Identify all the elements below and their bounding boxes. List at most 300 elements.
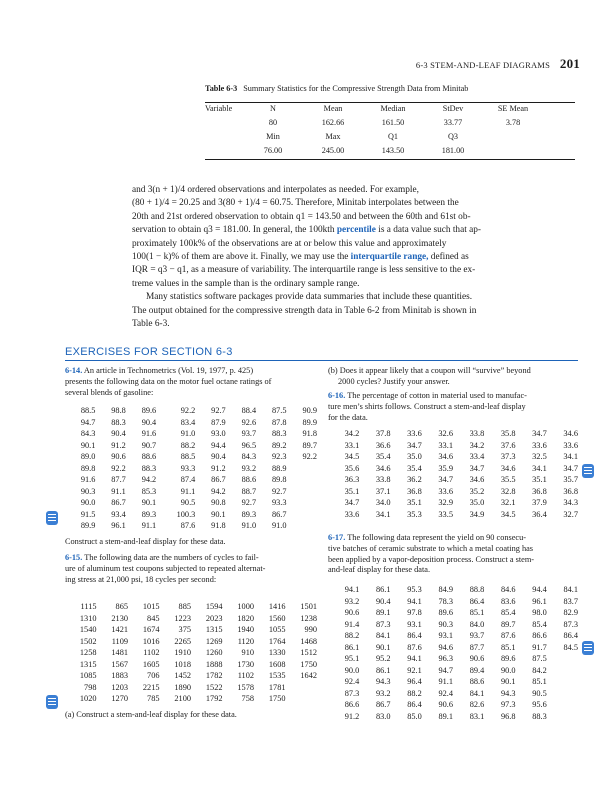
- table-cell: 1750: [300, 659, 317, 669]
- note-marker-icon[interactable]: [582, 464, 594, 478]
- note-marker-icon[interactable]: [46, 695, 58, 709]
- table-cell: 910: [241, 648, 254, 658]
- table-cell: 2130: [111, 613, 128, 623]
- table-cell: 86.4: [407, 700, 422, 710]
- table-row: [205, 117, 575, 131]
- table-cell: 34.6: [375, 463, 391, 473]
- exercise-number: 6-15.: [65, 553, 83, 562]
- table-cell: 86.7: [211, 475, 226, 485]
- table-cell: 245.00: [321, 146, 345, 155]
- table-cell: 86.7: [271, 509, 287, 519]
- table-cell: 90.1: [141, 498, 157, 508]
- table-cell: [287, 474, 317, 486]
- table-cell: 86.6: [344, 700, 360, 710]
- table-cell: 93.7: [241, 429, 257, 439]
- text-line: [65, 366, 317, 377]
- table-row: [65, 601, 317, 613]
- table-cell: 85.3: [141, 486, 157, 496]
- table-row: [65, 682, 317, 694]
- text-line: Table 6-3.: [132, 319, 170, 330]
- table-cell: 76.00: [263, 146, 283, 155]
- table-cell: 34.5: [500, 509, 516, 519]
- text-line: been applied by a vapor-deposition process. Construct a stem-: [328, 554, 535, 564]
- note-marker-icon[interactable]: [46, 511, 58, 525]
- table-cell: 1223: [174, 613, 191, 623]
- table-cell: 162.66: [321, 118, 345, 127]
- table-cell: 85.1: [500, 642, 516, 652]
- table-cell: 87.7: [469, 642, 485, 652]
- text-line: ure of aluminum test coupons subjected to repeated alternat-: [65, 563, 266, 573]
- text-line: ture men’s shirts follows. Construct a stem-and-leaf display: [328, 401, 526, 411]
- table-cell: 89.8: [271, 475, 287, 485]
- text-line: proximately 100k% of the observations are at or below this value and approximately: [132, 238, 447, 249]
- table-cell: 90.1: [80, 440, 96, 450]
- table-cell: 88.3: [141, 463, 157, 473]
- table-cell: 34.3: [563, 498, 578, 508]
- table-cell: 83.4: [180, 417, 196, 427]
- table-cell: 34.1: [375, 509, 391, 519]
- table-row: [328, 688, 578, 700]
- table-cell: 1102: [143, 648, 160, 658]
- table-cell: 94.2: [141, 475, 157, 485]
- table-cell: 92.7: [241, 498, 257, 508]
- table-cell: 1468: [300, 636, 317, 646]
- table-cell: [547, 665, 578, 677]
- table-cell: [547, 688, 578, 700]
- table-cell: 1792: [205, 694, 223, 704]
- table-cell: 89.6: [438, 608, 453, 618]
- table-cell: N: [270, 104, 276, 113]
- table-cell: 86.1: [375, 665, 391, 675]
- table-cell: 35.8: [500, 429, 516, 439]
- table-row: [65, 624, 317, 636]
- table-cell: 34.7: [563, 463, 578, 473]
- table-cell: 91.6: [80, 475, 96, 485]
- table-cell: Q1: [387, 132, 398, 141]
- table-cell: 33.6: [344, 509, 360, 519]
- table-cell: 90.4: [375, 596, 391, 606]
- table-cell: 89.9: [302, 417, 317, 427]
- table-cell: 100.3: [176, 509, 196, 519]
- table-cell: 84.2: [532, 665, 547, 675]
- table-cell: 97.3: [500, 700, 516, 710]
- table-cell: 92.2: [302, 452, 317, 462]
- table-cell: 33.1: [344, 440, 360, 450]
- table-cell: 90.4: [141, 417, 157, 427]
- table-cell: 84.1: [375, 631, 391, 641]
- table-cell: 91.1: [141, 521, 157, 531]
- table-cell: 94.3: [375, 677, 391, 687]
- table-cell: 35.7: [563, 475, 578, 485]
- text-line: Many statistics software packages provide data summaries that include these quantities.: [146, 292, 473, 303]
- table-cell: 86.4: [407, 631, 422, 641]
- table-cell: 34.1: [563, 452, 578, 462]
- table-caption: [205, 84, 468, 93]
- table-cell: 84.5: [563, 642, 578, 652]
- table-cell: 93.3: [271, 498, 287, 508]
- text-span: An article in Technometrics (Vol. 19, 1977, p. 425): [83, 366, 254, 375]
- table-cell: 87.6: [407, 642, 422, 652]
- table-row: [65, 670, 317, 682]
- table-cell: 90.5: [180, 498, 196, 508]
- table-cell: 90.6: [111, 452, 126, 462]
- table-cell: 91.2: [344, 711, 360, 721]
- table-cell: 87.6: [500, 631, 516, 641]
- table-cell: 87.7: [111, 475, 126, 485]
- table-cell: 98.8: [111, 406, 126, 416]
- table-cell: 1940: [237, 625, 254, 635]
- table-cell: 89.1: [438, 711, 453, 721]
- table-row: [328, 699, 578, 711]
- table-cell: 90.1: [500, 677, 516, 687]
- table-cell: 94.1: [407, 596, 422, 606]
- table-cell: 87.8: [271, 417, 287, 427]
- table-cell: 35.6: [344, 463, 360, 473]
- table-cell: 93.1: [407, 619, 422, 629]
- text-line: 2000 cycles? Justify your answer.: [338, 376, 450, 386]
- table-cell: 2100: [174, 694, 191, 704]
- table-cell: 785: [147, 694, 160, 704]
- table-cell: [287, 486, 317, 498]
- table-row: [65, 417, 317, 429]
- text-line: IQR = q3 − q1, as a measure of variability. The interquartile range is less sensitive to the ex-: [132, 265, 476, 276]
- table-cell: Min: [266, 132, 280, 141]
- table-row: [65, 497, 317, 509]
- table-row: [65, 474, 317, 486]
- table-row: [65, 451, 317, 463]
- table-cell: 1258: [79, 648, 97, 658]
- table-cell: 90.4: [211, 452, 226, 462]
- table-cell: 34.2: [469, 440, 485, 450]
- table-cell: 758: [241, 694, 254, 704]
- table-cell: 37.6: [500, 440, 516, 450]
- table-cell: 1642: [300, 671, 317, 681]
- table-cell: 1085: [79, 671, 97, 681]
- table-cell: 89.6: [141, 406, 157, 416]
- table-cell: 1540: [79, 625, 97, 635]
- table-cell: 91.1: [438, 677, 453, 687]
- table-cell: 93.2: [375, 688, 391, 698]
- table-cell: 91.8: [211, 521, 226, 531]
- table-cell: 89.7: [500, 619, 516, 629]
- table-cell: 91.0: [241, 521, 257, 531]
- table-row: [65, 520, 317, 532]
- table-row: [328, 676, 578, 688]
- table-cell: 32.6: [438, 429, 453, 439]
- table-cell: 90.9: [302, 406, 317, 416]
- table-cell: 94.1: [344, 585, 360, 595]
- table-cell: 1238: [300, 613, 317, 623]
- table-cell: 1315: [79, 659, 97, 669]
- table-cell: Q3: [447, 132, 458, 141]
- page-number: 201: [559, 56, 580, 71]
- table-cell: 1501: [300, 602, 317, 612]
- table-cell: 143.50: [381, 146, 405, 155]
- table-cell: 1730: [237, 659, 254, 669]
- table-cell: 84.1: [469, 688, 485, 698]
- summary-table: [205, 102, 575, 160]
- table-cell: 93.1: [438, 631, 453, 641]
- table-row: [328, 584, 578, 596]
- table-cell: 34.0: [375, 498, 391, 508]
- table-cell: 89.4: [469, 665, 485, 675]
- text-line: for the data.: [328, 412, 368, 422]
- cotton-data-table: [328, 428, 578, 520]
- text-line: (80 + 1)/4 = 20.25 and 3(80 + 1)/4 = 60.75. Therefore, Minitab interpolates between the: [132, 198, 459, 209]
- table-row: [65, 647, 317, 659]
- table-cell: 96.4: [407, 677, 422, 687]
- table-cell: 1102: [237, 671, 254, 681]
- table-cell: 88.3: [271, 429, 287, 439]
- table-cell: 89.0: [80, 452, 96, 462]
- table-cell: [286, 682, 318, 694]
- table-cell: 35.1: [407, 498, 422, 508]
- yield-data-table: [328, 584, 578, 722]
- octane-data-table: [65, 405, 317, 532]
- table-cell: 94.6: [438, 642, 453, 652]
- table-cell: 98.0: [532, 608, 547, 618]
- table-cell: 87.5: [532, 654, 547, 664]
- table-cell: 1764: [268, 636, 286, 646]
- table-cell: 32.1: [500, 498, 516, 508]
- table-cell: 1910: [174, 648, 191, 658]
- table-cell: 36.8: [532, 486, 547, 496]
- table-cell: 1535: [268, 671, 286, 681]
- table-cell: 90.3: [80, 486, 96, 496]
- table-cell: 34.6: [469, 475, 485, 485]
- text-span: defined as: [428, 252, 469, 263]
- table-cell: 161.50: [381, 118, 405, 127]
- table-cell: 2215: [142, 682, 160, 692]
- table-cell: 89.1: [375, 608, 391, 618]
- table-cell: 92.2: [180, 406, 196, 416]
- table-cell: 93.2: [241, 463, 257, 473]
- table-cell: 1055: [268, 625, 286, 635]
- table-cell: 90.0: [344, 665, 360, 675]
- table-cell: 32.8: [500, 486, 516, 496]
- table-cell: 84.1: [563, 585, 578, 595]
- text-line: and-leaf display for these data.: [328, 565, 431, 575]
- table-row: [328, 463, 578, 475]
- table-header-row: [205, 103, 575, 117]
- table-header-row: [205, 131, 575, 145]
- table-cell: 78.3: [438, 596, 453, 606]
- text-line: and 3(n + 1)/4 ordered observations and interpolates as needed. For example,: [132, 185, 419, 195]
- table-cell: 90.1: [211, 509, 226, 519]
- table-cell: 86.7: [375, 700, 391, 710]
- table-cell: 1416: [268, 602, 286, 612]
- text-span: The percentage of cotton in material used to manufac-: [347, 391, 527, 400]
- table-row: [328, 474, 578, 486]
- table-cell: 91.2: [111, 440, 126, 450]
- table-cell: StDev: [442, 104, 464, 113]
- table-cell: 96.5: [241, 440, 257, 450]
- table-cell: 1522: [205, 682, 223, 692]
- table-cell: 87.3: [563, 619, 578, 629]
- table-row: [65, 659, 317, 671]
- table-cell: 34.1: [532, 463, 547, 473]
- table-cell: 35.1: [344, 486, 360, 496]
- table-cell: 1481: [111, 648, 128, 658]
- table-cell: 34.7: [532, 429, 547, 439]
- table-cell: 91.1: [111, 486, 126, 496]
- table-cell: 1888: [205, 659, 223, 669]
- table-cell: 37.1: [375, 486, 391, 496]
- table-cell: 1330: [268, 648, 286, 658]
- table-cell: 1890: [174, 682, 191, 692]
- body-paragraph-1: [132, 184, 578, 331]
- table-cell: 865: [115, 602, 128, 612]
- table-cell: 94.7: [438, 665, 453, 675]
- table-cell: [287, 463, 317, 475]
- table-cell: 1020: [79, 694, 97, 704]
- table-cell: 36.4: [532, 509, 547, 519]
- table-cell: 91.8: [302, 429, 317, 439]
- table-cell: 33.6: [438, 486, 453, 496]
- table-cell: [287, 497, 317, 509]
- table-cell: [287, 509, 317, 521]
- table-cell: 90.6: [438, 700, 453, 710]
- table-cell: 33.5: [438, 509, 453, 519]
- table-row: [328, 642, 578, 654]
- table-cell: 86.6: [532, 631, 547, 641]
- table-cell: 88.6: [141, 452, 157, 462]
- table-row: [65, 486, 317, 498]
- table-cell: 84.9: [438, 585, 453, 595]
- table-cell: 36.2: [407, 475, 422, 485]
- table-cell: 88.8: [469, 585, 485, 595]
- table-cell: 85.1: [469, 608, 485, 618]
- text-span: The following data are the numbers of cycles to fail-: [84, 553, 259, 562]
- term-interquartile-range: interquartile range,: [350, 252, 429, 263]
- table-cell: [547, 711, 578, 723]
- table-label: Table 6-3: [205, 84, 238, 93]
- table-cell: 1674: [142, 625, 160, 635]
- table-cell: 96.1: [532, 596, 547, 606]
- table-row: [328, 665, 578, 677]
- table-cell: 1315: [205, 625, 223, 635]
- table-cell: 37.9: [532, 498, 547, 508]
- table-cell: 1782: [205, 671, 223, 681]
- table-cell: Median: [380, 104, 406, 113]
- exercise-6-17: [328, 533, 578, 576]
- table-cell: 94.2: [211, 486, 226, 496]
- table-cell: 34.5: [344, 452, 360, 462]
- table-cell: 1567: [111, 659, 128, 669]
- exercise-number: 6-14.: [65, 366, 83, 375]
- table-row: [65, 636, 317, 648]
- table-cell: 88.3: [111, 417, 126, 427]
- table-cell: 36.8: [563, 486, 578, 496]
- table-cell: 88.3: [532, 711, 547, 721]
- table-row: [65, 440, 317, 452]
- table-cell: 90.0: [500, 665, 516, 675]
- table-cell: 88.9: [271, 463, 287, 473]
- note-marker-icon[interactable]: [582, 641, 594, 655]
- table-cell: [547, 699, 578, 711]
- table-cell: 32.9: [438, 498, 453, 508]
- table-cell: 91.0: [180, 429, 196, 439]
- table-cell: 88.4: [241, 406, 257, 416]
- table-cell: 88.5: [80, 406, 96, 416]
- table-cell: 93.4: [111, 509, 126, 519]
- table-cell: 96.3: [438, 654, 453, 664]
- table-cell: Mean: [323, 104, 343, 113]
- table-cell: 35.9: [438, 463, 453, 473]
- table-cell: 82.6: [469, 700, 485, 710]
- exercise-6-15-part-b: [328, 366, 578, 388]
- table-cell: 34.7: [438, 475, 453, 485]
- table-cell: 32.5: [532, 452, 547, 462]
- table-cell: 89.2: [271, 440, 287, 450]
- table-cell: 85.4: [532, 619, 547, 629]
- table-cell: 84.0: [469, 619, 485, 629]
- table-cell: 375: [178, 625, 191, 635]
- text-line: [328, 391, 578, 402]
- table-cell: [547, 653, 578, 665]
- table-cell: 88.5: [180, 452, 196, 462]
- table-cell: 91.2: [211, 463, 226, 473]
- text-span: The following data represent the yield on 90 consecu-: [347, 533, 527, 542]
- table-cell: 93.7: [469, 631, 485, 641]
- table-cell: 33.6: [407, 429, 422, 439]
- table-cell: 88.2: [180, 440, 196, 450]
- text-line: (b) Does it appear likely that a coupon will “survive” beyond: [328, 366, 531, 375]
- table-row: [328, 653, 578, 665]
- table-cell: 1502: [79, 636, 97, 646]
- table-cell: 35.3: [407, 509, 422, 519]
- table-row: [328, 596, 578, 608]
- table-row: [328, 619, 578, 631]
- table-cell: 91.1: [180, 486, 196, 496]
- table-cell: 93.3: [180, 463, 196, 473]
- table-cell: 34.7: [469, 463, 485, 473]
- table-row: [65, 693, 317, 705]
- table-cell: 92.2: [111, 463, 126, 473]
- table-cell: 87.4: [180, 475, 196, 485]
- term-percentile: percentile: [336, 225, 376, 236]
- table-cell: 84.3: [80, 429, 96, 439]
- table-cell: 85.4: [500, 608, 516, 618]
- table-row: [328, 486, 578, 498]
- section-title: 6-3 STEM-AND-LEAF DIAGRAMS: [415, 60, 550, 70]
- table-cell: 33.1: [438, 440, 453, 450]
- exercise-number: 6-16.: [328, 391, 346, 400]
- table-row: [65, 428, 317, 440]
- text-line: ing stress at 21,000 psi, 18 cycles per second:: [65, 574, 217, 584]
- table-row: [328, 428, 578, 440]
- table-cell: 80: [268, 118, 278, 127]
- table-cell: 1883: [111, 671, 128, 681]
- table-cell: 1018: [174, 659, 191, 669]
- table-cell: 91.5: [80, 509, 96, 519]
- exercise-6-16: [328, 391, 578, 423]
- table-cell: 1269: [205, 636, 223, 646]
- table-cell: 885: [178, 602, 191, 612]
- table-cell: 1115: [80, 602, 97, 612]
- table-cell: 84.6: [500, 585, 516, 595]
- table-cell: 95.1: [344, 654, 360, 664]
- table-cell: 35.5: [500, 475, 516, 485]
- table-cell: 1608: [268, 659, 286, 669]
- table-cell: 1270: [111, 694, 128, 704]
- table-cell: 91.4: [344, 619, 360, 629]
- table-cell: 92.1: [407, 665, 422, 675]
- table-row: [205, 145, 575, 159]
- exercise-6-15: [65, 553, 317, 585]
- table-cell: 95.2: [375, 654, 391, 664]
- table-cell: Max: [325, 132, 341, 141]
